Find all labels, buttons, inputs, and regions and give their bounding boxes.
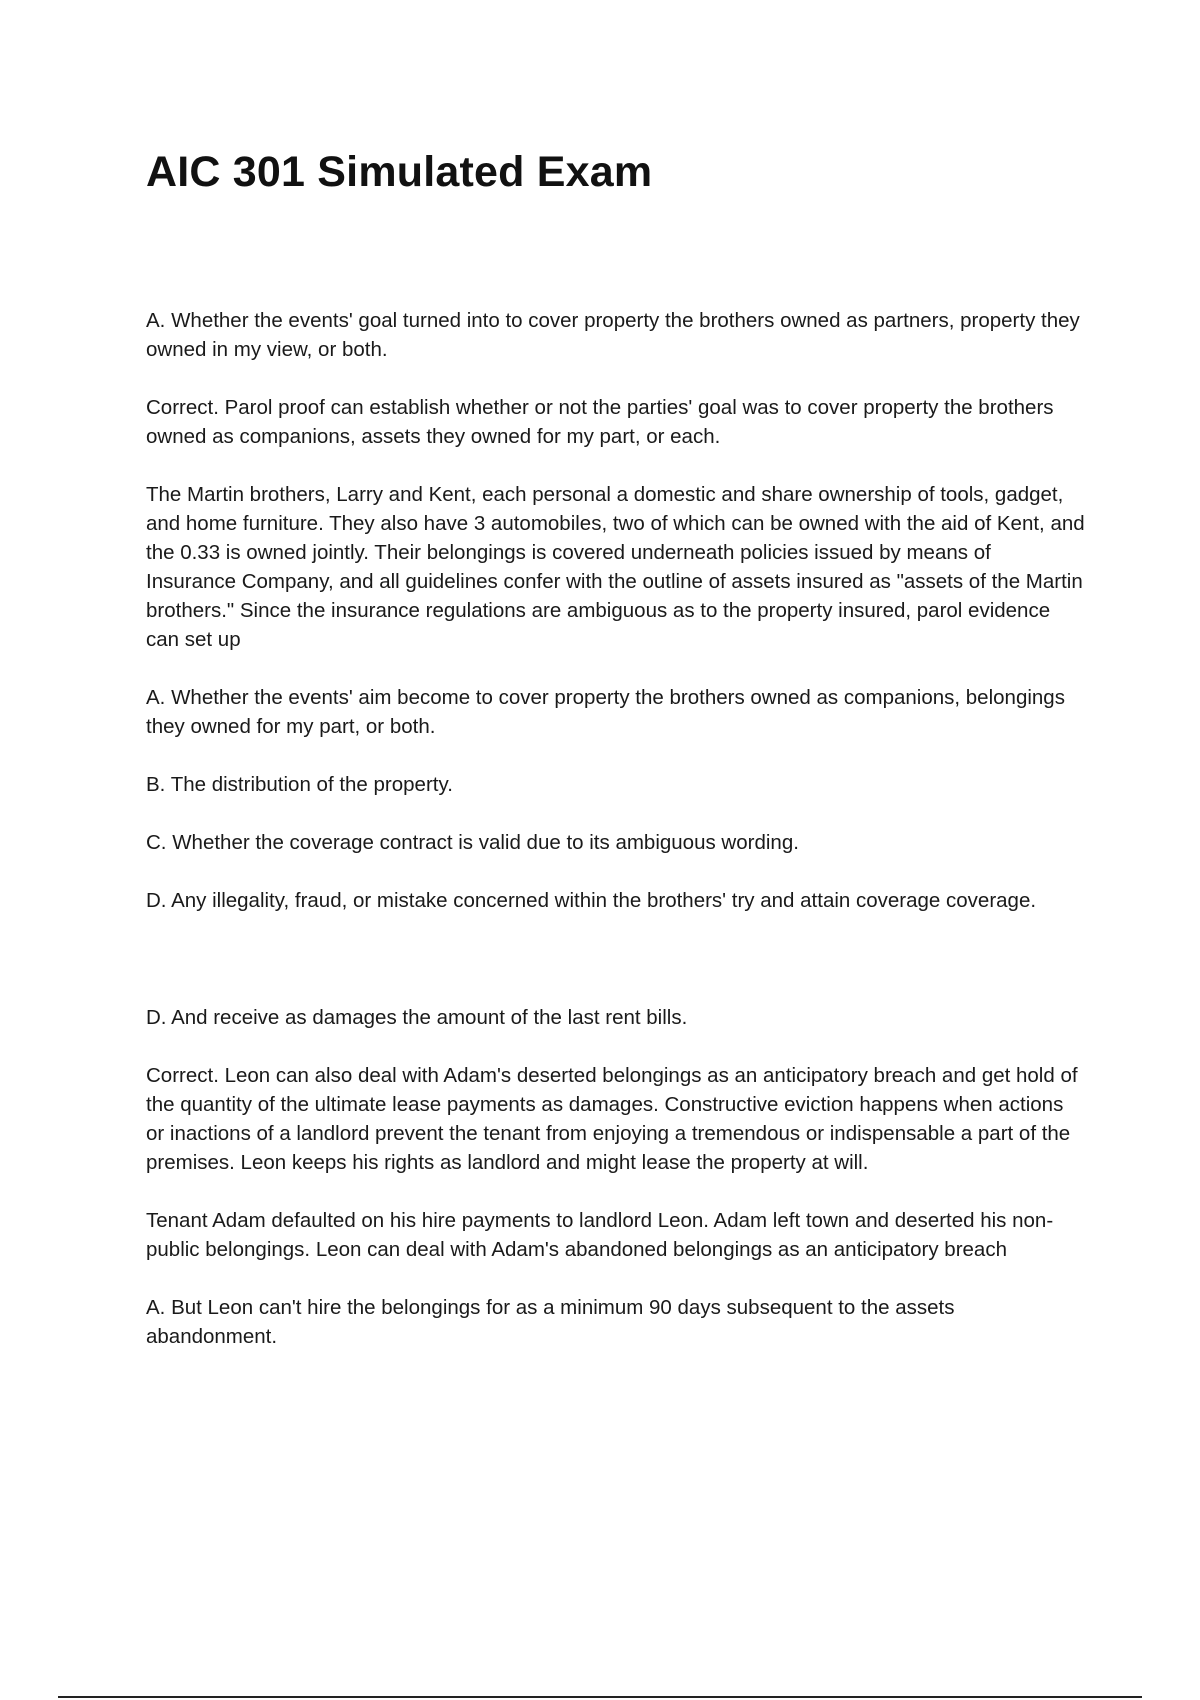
answer-option: D. Any illegality, fraud, or mistake concerned within the brothers' try and attain coverage coverage. xyxy=(146,889,1037,912)
page-title: AIC 301 Simulated Exam xyxy=(146,148,653,196)
answer-explanation: Correct. Leon can also deal with Adam's deserted belongings as an anticipatory breach and get hold of the quantity of the ultimate lease payments as damages. Constructive eviction happens when actions or inactions of a landlord prevent the tenant from enjoying a tremendous or indispensable a part of the premises. Leon keeps his rights as landlord and might lease the property at will. xyxy=(146,1064,1078,1174)
section-spacer xyxy=(146,944,1086,1003)
answer-option: A. But Leon can't hire the belongings for as a minimum 90 days subsequent to the assets abandonment. xyxy=(146,1296,955,1348)
answer-option: D. And receive as damages the amount of the last rent bills. xyxy=(146,1006,688,1029)
page-bottom-divider xyxy=(58,1696,1142,1698)
question-text: The Martin brothers, Larry and Kent, each personal a domestic and share ownership of tools, gadget, and home furniture. They also have 3 automobiles, two of which can be owned with the aid of Kent, and the 0.33 is owned jointly. Their belongings is covered underneath policies issued by means of Insurance Company, and all guidelines confer with the outline of assets insured as "assets of the Martin brothers." Since the insurance regulations are ambiguous as to the property insured, parol evidence can set up xyxy=(146,483,1085,651)
answer-option: C. Whether the coverage contract is valid due to its ambiguous wording. xyxy=(146,831,799,854)
question-text: Tenant Adam defaulted on his hire payments to landlord Leon. Adam left town and deserted his non-public belongings. Leon can deal with Adam's abandoned belongings as an anticipatory breach xyxy=(146,1209,1054,1261)
answer-option: A. Whether the events' goal turned into to cover property the brothers owned as partners, property they owned in my view, or both. xyxy=(146,309,1080,361)
answer-explanation: Correct. Parol proof can establish whether or not the parties' goal was to cover property the brothers owned as companions, assets they owned for my part, or each. xyxy=(146,396,1054,448)
answer-option: B. The distribution of the property. xyxy=(146,773,453,796)
document-body xyxy=(146,306,1086,1380)
answer-option: A. Whether the events' aim become to cover property the brothers owned as companions, belongings they owned for my part, or both. xyxy=(146,686,1065,738)
